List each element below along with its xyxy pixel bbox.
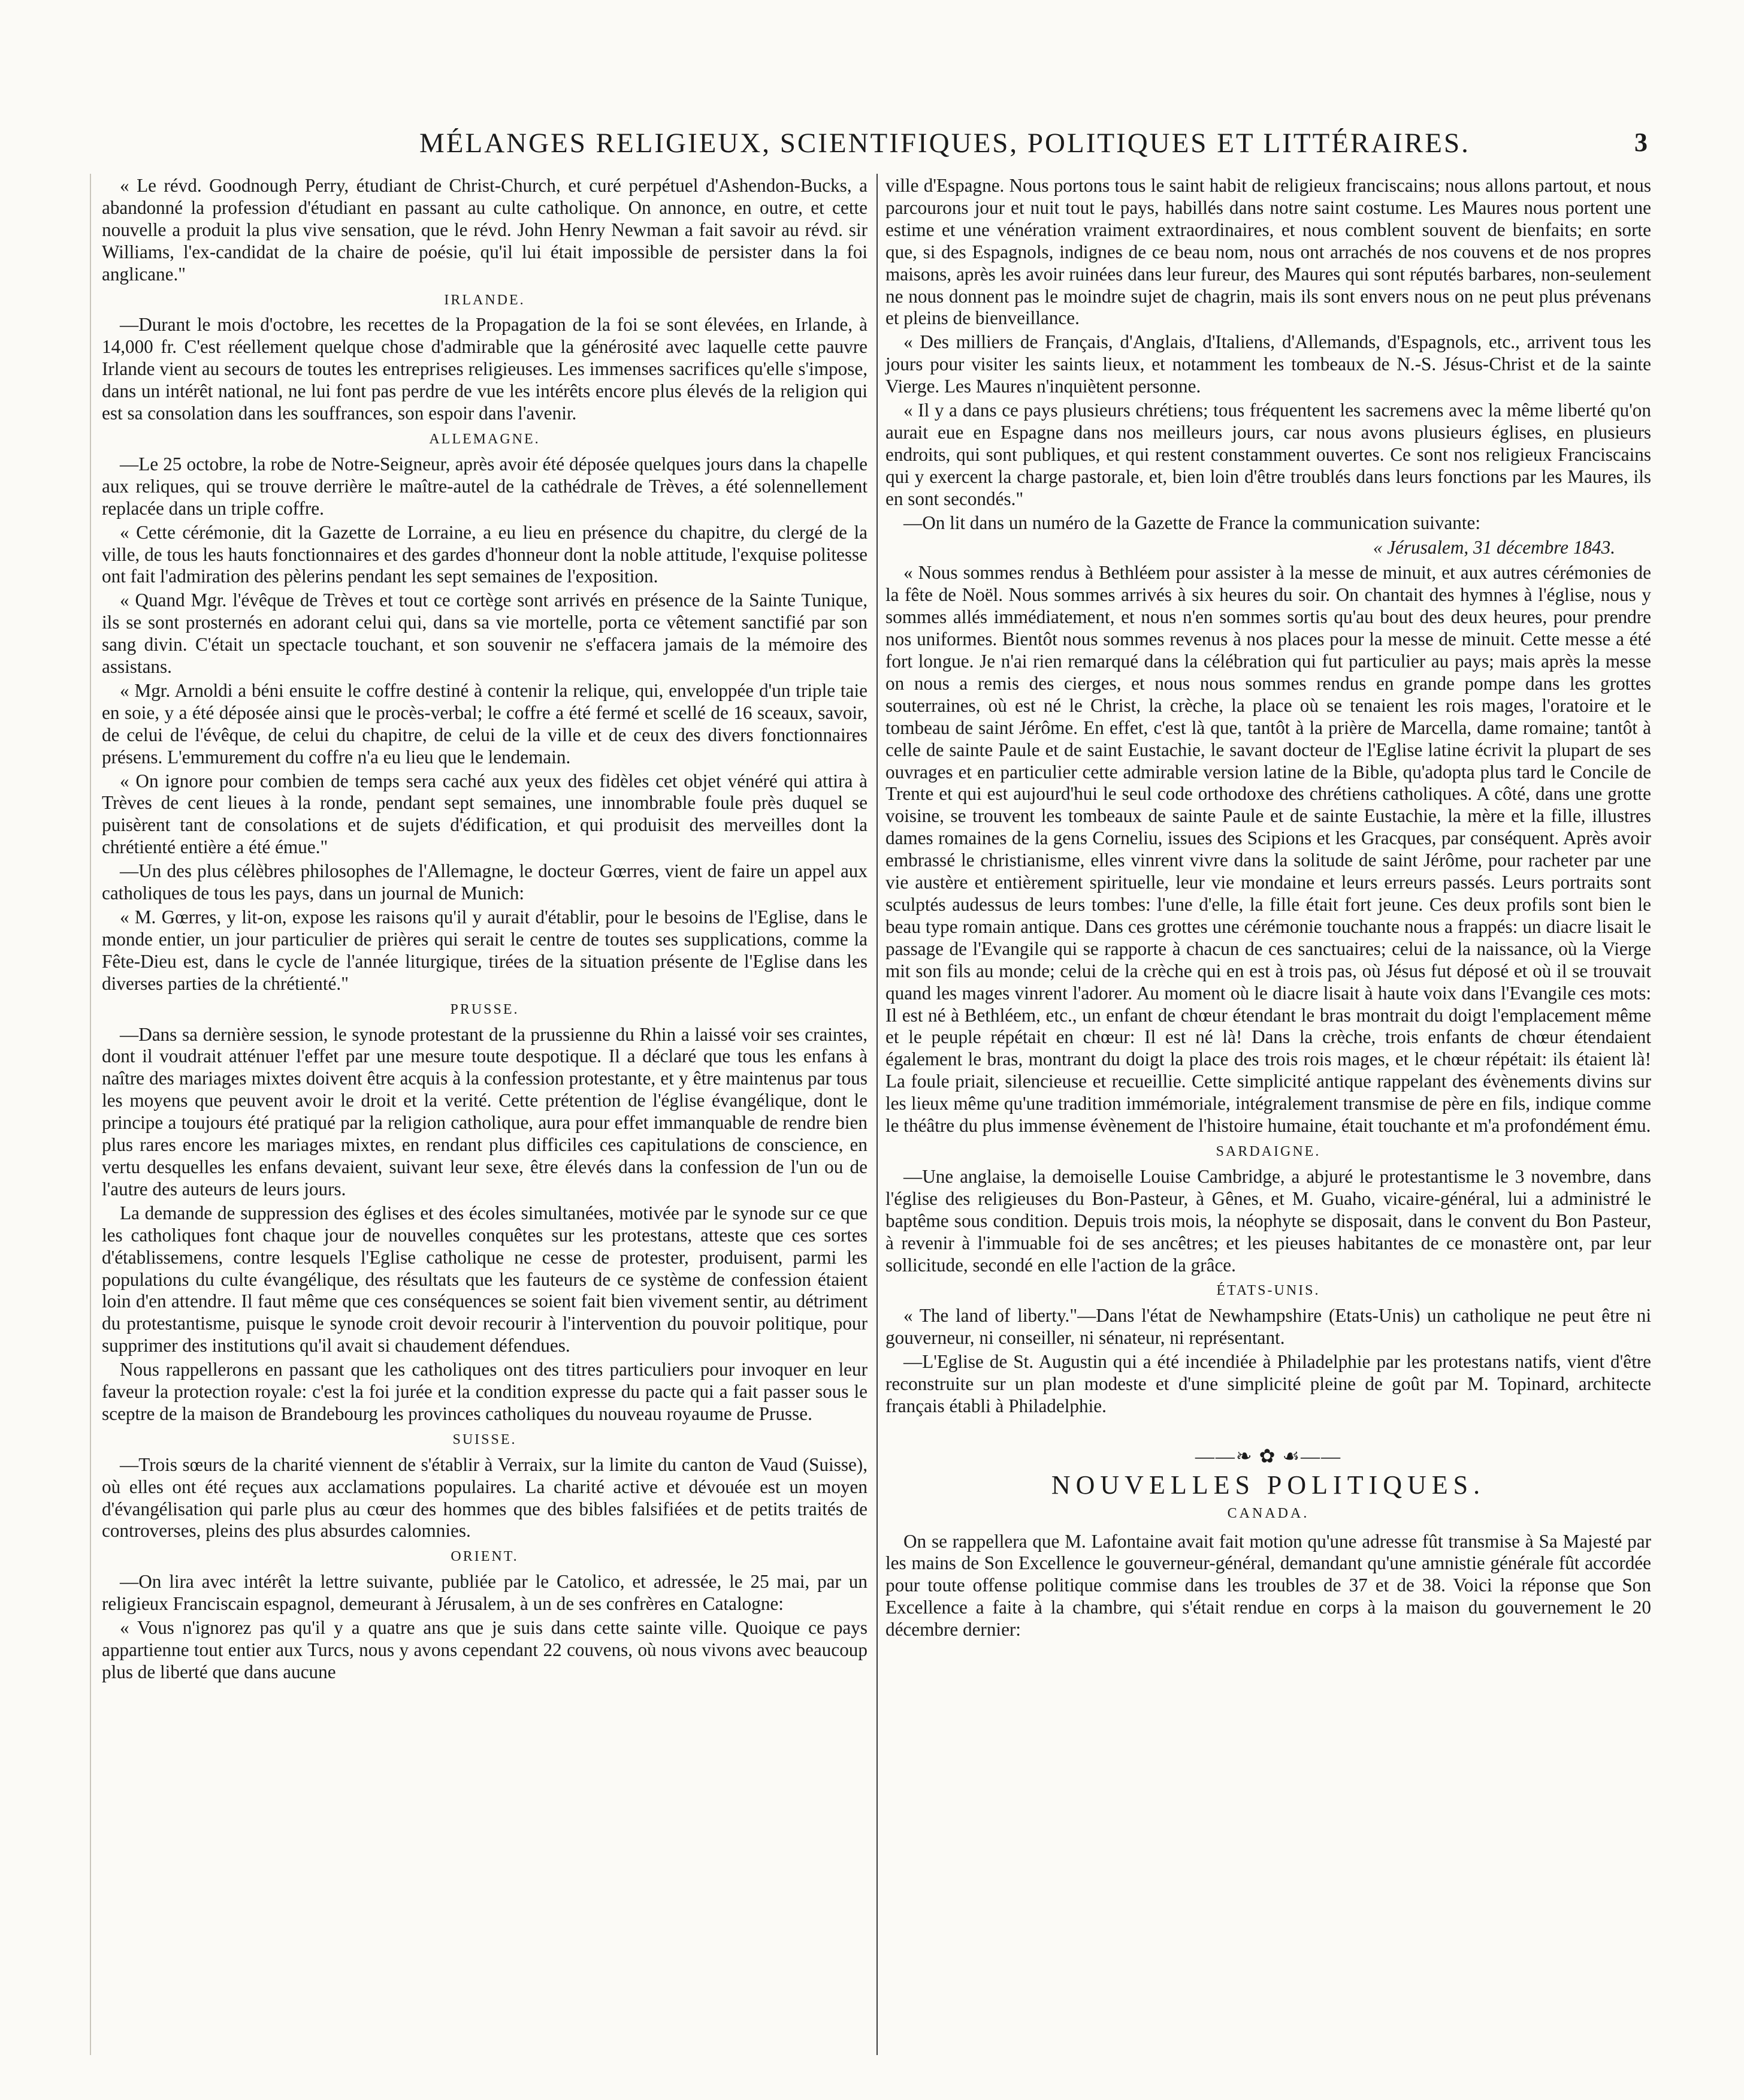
paragraph: « Quand Mgr. l'évêque de Trèves et tout ce cortège sont arrivés en présence de la Sainte Tunique, ils se sont prosternés en adorant celui qui, dans sa vie mortelle, porta ce vêtement sanctifié par son sang divin. C'était un spectacle touchant, et son souvenir ne s'effacera jamais de la mémoire des assistans.	[102, 590, 868, 678]
paragraph: « Nous sommes rendus à Bethléem pour assister à la messe de minuit, et aux autres cérémonies de la fête de Noël. Nous sommes arrivés à six heures du soir. On chantait des hymnes à l'église, nous y sommes allés immédiatement, et nous n'en sommes sortis qu'au bout des deux heures, pour prendre nos uniformes. Bientôt nous sommes revenus à nos places pour la messe de minuit. Cette messe a été fort longue. Je n'ai rien remarqué dans la célébration qui fut particulier au pays; mais après la messe on nous a remis des cierges, et nous nous sommes rendus en grande pompe dans les grottes souterraines, où est né le Christ, la crèche, la place où se tenaient les rois mages, l'oratoire et le tombeau de saint Jérôme. En effet, c'est là que, tantôt à la prière de Marcella, dame romaine; tantôt à celle de sainte Paule et de saint Eustachie, le savant docteur de l'Eglise latine écrivit la plupart de ses ouvrages et en particulier cette admirable version latine de la Bible, qu'adopta plus tard le Concile de Trente et qui est aujourd'hui le seul code orthodoxe des chrétiens catholiques. A côté, dans une grotte voisine, se trouvent les tombeaux de sainte Paule et de sainte Eustachie, la mère et la fille, illustres dames romaines de la gens Corneliu, issues des Scipions et les Gracques, par conséquent. Après avoir embrassé le christianisme, elles vinrent vivre dans la solitude de saint Jérôme, pour racheter par une vie austère et entièrement spirituelle, leur vie mondaine et leurs erreurs passés. Leurs portraits sont sculptés audessus de leurs tombes: l'une d'elle, la fille était fort jeune. Ces deux profils sont bien le beau type romain antique. Dans ces grottes une cérémonie touchante nous a frappés: un diacre lisait le passage de l'Evangile qui se rapporte à chacun de ces sanctuaires; celui de la naissance, où la Vierge mit son fils au monde; celui de la crèche qui en est à trois pas, où Jésus fut déposé et où il se trouvait quand les mages vinrent l'adorer. Au moment où le diacre lisait à haute voix dans l'Evangile ces mots: Il est né à Bethléem, etc., un enfant de chœur étendant le bras montrait du doigt l'emplacement même et le peuple répétait en chœur: Il est né là! Dans la crèche, trois enfants de chœur étendaient également le bras, montrant du doigt la place des trois rois mages, et le chœur répétait: ils étaient là! La foule priait, silencieuse et recueillie. Cette simplicité antique rappelant des évènements divins sur les lieux même qu'une tradition immémoriale, intégralement transmise de père en fils, indique comme le théâtre du plus immense évènement de l'histoire humaine, était touchante et m'a profondément ému.	[885, 562, 1651, 1137]
page-number: 3	[1634, 128, 1648, 157]
paragraph: —Une anglaise, la demoiselle Louise Cambridge, a abjuré le protestantisme le 3 novembre, dans l'église des religieuses du Bon-Pasteur, à Gênes, et M. Guaho, vicaire-général, lui a administré le baptême sous condition. Depuis trois mois, la néophyte se disposait, dans le convent du Bon Pasteur, à revenir à l'immuable foi de ses ancêtres; et les pieuses habitantes de ce monastère ont, par leur sollicitude, secondé en elle l'action de la grâce.	[885, 1165, 1651, 1276]
section-heading-etats-unis: ÉTATS-UNIS.	[1216, 1283, 1320, 1299]
paragraph: —On lit dans un numéro de la Gazette de France la communication suivante:	[903, 512, 1481, 533]
paragraph: On se rappellera que M. Lafontaine avait fait motion qu'une adresse fût transmise à Sa Majesté par les mains de Son Excellence le gouverneur-général, demandant qu'une amnistie générale fût accordée pour toute offense politique commise dans les troubles de 37 et de 38. Voici la réponse que Son Excellence a faite à la chambre, qui s'était rendue en corps à la maison du gouvernement le 20 décembre dernier:	[885, 1530, 1651, 1640]
section-heading-sardaigne: SARDAIGNE.	[1216, 1143, 1321, 1159]
paragraph: « Des milliers de Français, d'Anglais, d'Italiens, d'Allemands, d'Espagnols, etc., arrivent tous les jours pour visiter les saints lieux, et notamment les tombeaux de N.-S. Jésus-Christ et de la sainte Vierge. Les Maures n'inquiètent personne.	[885, 331, 1651, 397]
paragraph: —L'Eglise de St. Augustin qui a été incendiée à Philadelphie par les protestans natifs, vient d'être reconstruite sur un plan modeste et d'une simplicité pleine de goût par M. Topinard, architecte français établi à Philadelphie.	[885, 1351, 1651, 1416]
paragraph: « M. Gœrres, y lit-on, expose les raisons qu'il y aurait d'établir, pour le besoins de l'Eglise, dans le monde entier, un jour particulier de prières qui serait le centre de toutes ses supplications, comme la Fête-Dieu est, dans le cycle de l'année liturgique, tirées de la situation présente de l'Eglise dans les diverses parties de la chrétienté."	[102, 907, 868, 994]
paragraph: « On ignore pour combien de temps sera caché aux yeux des fidèles cet objet vénéré qui attira à Trèves de cent lieues à la ronde, pendant sept semaines, une innombrable foule près duquel se puisèrent tant de consolations et de sujets d'édification, et qui produisit des merveilles dont la chrétienté entière a été émue."	[102, 770, 868, 858]
section-heading-prusse: PRUSSE.	[450, 1001, 519, 1017]
running-title: MÉLANGES RELIGIEUX, SCIENTIFIQUES, POLITIQUES ET LITTÉRAIRES.	[419, 128, 1470, 159]
page-edge-rule	[90, 174, 91, 2055]
ornament-divider: ——❧ ✿ ☙——	[1195, 1445, 1342, 1467]
paragraph: —Durant le mois d'octobre, les recettes de la Propagation de la foi se sont élevées, en Irlande, à 14,000 fr. C'est réellement quelque chose d'admirable que la générosité avec laquelle cette pauvre Irlande vient au secours de toutes les entreprises religieuses. Les immenses sacrifices qu'elle s'impose, dans un intérêt national, ne lui font pas perdre de vue les intérêts encore plus élevés de la religion qui est sa consolation dans les souffrances, son espoir dans l'avenir.	[102, 314, 868, 424]
paragraph: ville d'Espagne. Nous portons tous le saint habit de religieux franciscains; nous allons partout, et nous parcourons jour et nuit tout le pays, habillés dans notre saint costume. Les Maures nous portent une estime et une vénération vraiment extraordinaires, et nous comblent souvent de bienfaits; en sorte que, si des Espagnols, indignes de ce beau nom, nous ont arrachés de nos couvens et de nos propres maisons, après les avoir ruinées dans leur fureur, des Maures qui sont réputés barbares, non-seulement ne nous donnent pas le moindre sujet de chagrin, mais ils sont envers nous on ne peut plus prévenans et pleins de bienveillance.	[885, 175, 1651, 329]
paragraph: —On lira avec intérêt la lettre suivante, publiée par le Catolico, et adressée, le 25 mai, par un religieux Franciscain espagnol, demeurant à Jérusalem, à un de ses confrères en Catalogne:	[102, 1571, 868, 1615]
paragraph: —Le 25 octobre, la robe de Notre-Seigneur, après avoir été déposée quelques jours dans la chapelle aux reliques, qui se trouve derrière le maître-autel de la cathédrale de Trèves, a été solennellement replacée dans un triple coffre.	[102, 453, 868, 519]
paragraph: « Mgr. Arnoldi a béni ensuite le coffre destiné à contenir la relique, qui, enveloppée d'un triple taie en soie, y a été déposée ainsi que le procès-verbal; le coffre a été fermé et scellé de 16 sceaux, savoir, de celui de l'évêque, de celui du chapitre, de celui de la ville et de ceux des divers fonctionnaires présens. L'emmurement du coffre n'a eu lieu que le lendemain.	[102, 679, 868, 768]
paragraph: —Un des plus célèbres philosophes de l'Allemagne, le docteur Gœrres, vient de faire un appel aux catholiques de tous les pays, dans un journal de Munich:	[102, 860, 868, 904]
paragraph: « Il y a dans ce pays plusieurs chrétiens; tous fréquentent les sacremens avec la même liberté qu'on aurait eue en Espagne dans nos meilleurs jours, car nous avons plusieurs églises, en plusieurs endroits, qui sont publiques, et qui restent constamment ouvertes. Ce sont nos religieux Franciscains qui y exercent la charge pastorale, et, bien loin d'être troublés dans leurs fonctions par les Maures, ils en sont secondés."	[885, 400, 1651, 509]
section-title-nouvelles-politiques: NOUVELLES POLITIQUES.	[1051, 1470, 1486, 1500]
dateline: « Jérusalem, 31 décembre 1843.	[1373, 536, 1615, 558]
section-heading-orient: ORIENT.	[451, 1549, 519, 1565]
page-header	[90, 127, 1648, 169]
section-heading-irlande: IRLANDE.	[444, 292, 525, 308]
paragraph: « Le révd. Goodnough Perry, étudiant de Christ-Church, et curé perpétuel d'Ashendon-Bucks, a abandonné la profession d'étudiant en passant au culte catholique. On annonce, en outre, et cette nouvelle a produit la plus vive sensation, que le révd. John Henry Newman a fait savoir au révd. sir Williams, l'ex-candidat de la chaire de poésie, qu'il lui était impossible de persister dans la foi anglicane."	[102, 175, 868, 285]
section-heading-allemagne: ALLEMAGNE.	[429, 431, 540, 447]
section-heading-canada: CANADA.	[1227, 1505, 1310, 1521]
paragraph: « Vous n'ignorez pas qu'il y a quatre ans que je suis dans cette sainte ville. Quoique ce pays appartienne tout entier aux Turcs, nous y avons cependant 22 couvens, où nous vivons avec beaucoup plus de liberté que dans aucune	[102, 1617, 868, 1682]
right-column	[885, 175, 1651, 1643]
column-divider	[876, 174, 878, 2055]
left-column	[102, 175, 868, 1685]
paragraph: —Dans sa dernière session, le synode protestant de la prussienne du Rhin a laissé voir ses craintes, dont il voudrait atténuer l'effet par une mesure toute despotique. Il a déclaré que tous les enfans à naître des mariages mixtes doivent être acquis à la confession protestante, et y être maintenus par tous les moyens que peuvent avoir le droit et la verité. Cette prétention de l'église évangélique, dont le principe a toujours été pratiqué par la religion catholique, aura pour effet immanquable de rendre bien plus rares encore les mariages mixtes, en rendant plus difficiles ces capitulations de conscience, en vertu desquelles les enfans devaient, suivant leur sexe, être élevés dans la confession de l'un ou de l'autre des auteurs de leurs jours.	[102, 1023, 868, 1199]
section-heading-suisse: SUISSE.	[452, 1431, 517, 1448]
paragraph: —Trois sœurs de la charité viennent de s'établir à Verraix, sur la limite du canton de Vaud (Suisse), où elles ont été reçues aux acclamations populaires. La charité active et dévouée est un moyen d'évangélisation qui parle plus au cœur des hommes que des bibles falsifiées et de petits traités de controverses, pleins des plus absurdes calomnies.	[102, 1454, 868, 1542]
paragraph: « The land of liberty."—Dans l'état de Newhampshire (Etats-Unis) un catholique ne peut être ni gouverneur, ni conseiller, ni sénateur, ni représentant.	[885, 1305, 1651, 1349]
paragraph: La demande de suppression des églises et des écoles simultanées, motivée par le synode sur ce que les catholiques font chaque jour de nouvelles conquêtes sur les protestans, atteste que ces sortes d'établissemens, contre lesquels l'Eglise catholique ne cesse de protester, produisent, parmi les populations du culte évangélique, des résultats que les fauteurs de ce système de confession étaient loin d'en attendre. Il faut même que ces conséquences se soient fait bien vivement sentir, au détriment du protestantisme, puisque le synode croit devoir recourir à l'intervention du pouvoir politique, pour supprimer des institutions qu'il avait si chaudement défendues.	[102, 1202, 868, 1356]
paragraph: Nous rappellerons en passant que les catholiques ont des titres particuliers pour invoquer en leur faveur la protection royale: c'est la foi jurée et la condition expresse du pacte qui a fait passer sous le sceptre de la maison de Brandebourg les provinces catholiques du nouveau royaume de Prusse.	[102, 1359, 868, 1424]
paragraph: « Cette cérémonie, dit la Gazette de Lorraine, a eu lieu en présence du chapitre, du clergé de la ville, de tous les hauts fonctionnaires et des gardes d'honneur dont la noble attitude, l'exquise politesse ont fait l'admiration des pèlerins pendant les sept semaines de l'exposition.	[102, 521, 868, 587]
